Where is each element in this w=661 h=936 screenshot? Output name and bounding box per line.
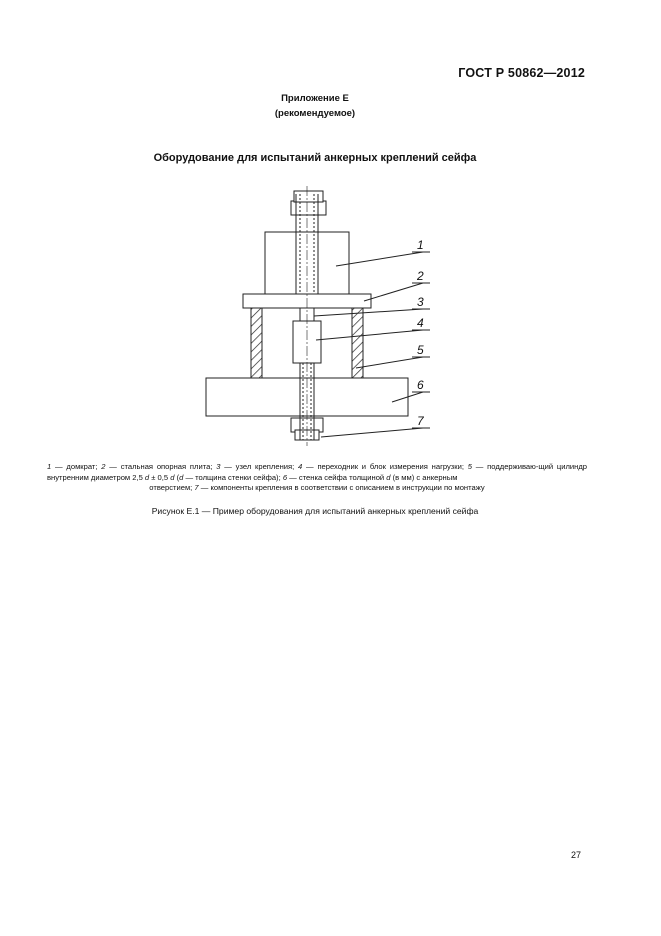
legend-text: ( — [174, 472, 180, 482]
standard-code: ГОСТ Р 50862—2012 — [458, 66, 585, 80]
legend-text: — переходник и блок измерения нагрузки; — [302, 462, 468, 471]
legend-num-2: 2 — [101, 462, 106, 471]
legend-text: — стальная опорная плита; — [105, 462, 217, 471]
legend-text: — узел крепления; — [220, 462, 299, 471]
legend-num-1: 1 — [47, 462, 52, 471]
leader-5 — [356, 357, 423, 368]
label-5: 5 — [417, 343, 424, 357]
anchor-test-diagram — [196, 182, 446, 450]
legend-text: отверстием; — [149, 483, 195, 493]
label-7: 7 — [417, 414, 424, 428]
legend-var-d: d — [179, 472, 184, 482]
legend-text: — толщина стенки сейфа); — [183, 472, 283, 482]
leader-3 — [314, 309, 423, 316]
annex-title: Приложение Е — [281, 93, 349, 104]
legend-num-5: 5 — [467, 462, 472, 471]
annex-status: (рекомендуемое) — [274, 108, 356, 119]
legend-num-3: 3 — [216, 462, 221, 471]
legend-var-d: d — [144, 472, 150, 482]
label-3: 3 — [417, 295, 424, 309]
legend-num-7: 7 — [194, 483, 199, 493]
legend-text: — домкрат; — [51, 462, 102, 471]
page-number: 27 — [570, 850, 581, 860]
leader-4 — [316, 330, 423, 340]
legend-text: — компоненты крепления в соответствии с описанием в инструкции по монтажу — [198, 483, 485, 493]
legend-var-d: d — [170, 472, 175, 482]
label-4: 4 — [417, 316, 424, 330]
section-heading: Оборудование для испытаний анкерных креплений сейфа — [153, 152, 477, 164]
legend-num-4: 4 — [298, 462, 303, 471]
legend-text: — поддерживаю-щий цилиндр внутренним диаметром 2,5 — [47, 462, 587, 482]
figure-legend — [47, 462, 587, 494]
top-nut — [294, 191, 323, 202]
legend-text: (в мм) с анкерным — [390, 472, 458, 482]
leader-2 — [364, 283, 423, 301]
legend-line-3 — [47, 483, 587, 494]
legend-num-6: 6 — [282, 472, 288, 482]
label-2: 2 — [417, 269, 424, 283]
label-6: 6 — [417, 378, 424, 392]
leader-7 — [321, 428, 423, 437]
legend-var-d: d — [386, 472, 391, 482]
label-1: 1 — [417, 238, 424, 252]
support-cylinder-left-wall — [251, 308, 262, 378]
legend-text: — стенка сейфа толщиной — [287, 472, 387, 482]
figure-caption: Рисунок Е.1 — Пример оборудования для испытаний анкерных креплений сейфа — [151, 506, 479, 516]
legend-text: ± 0,5 — [149, 472, 171, 482]
